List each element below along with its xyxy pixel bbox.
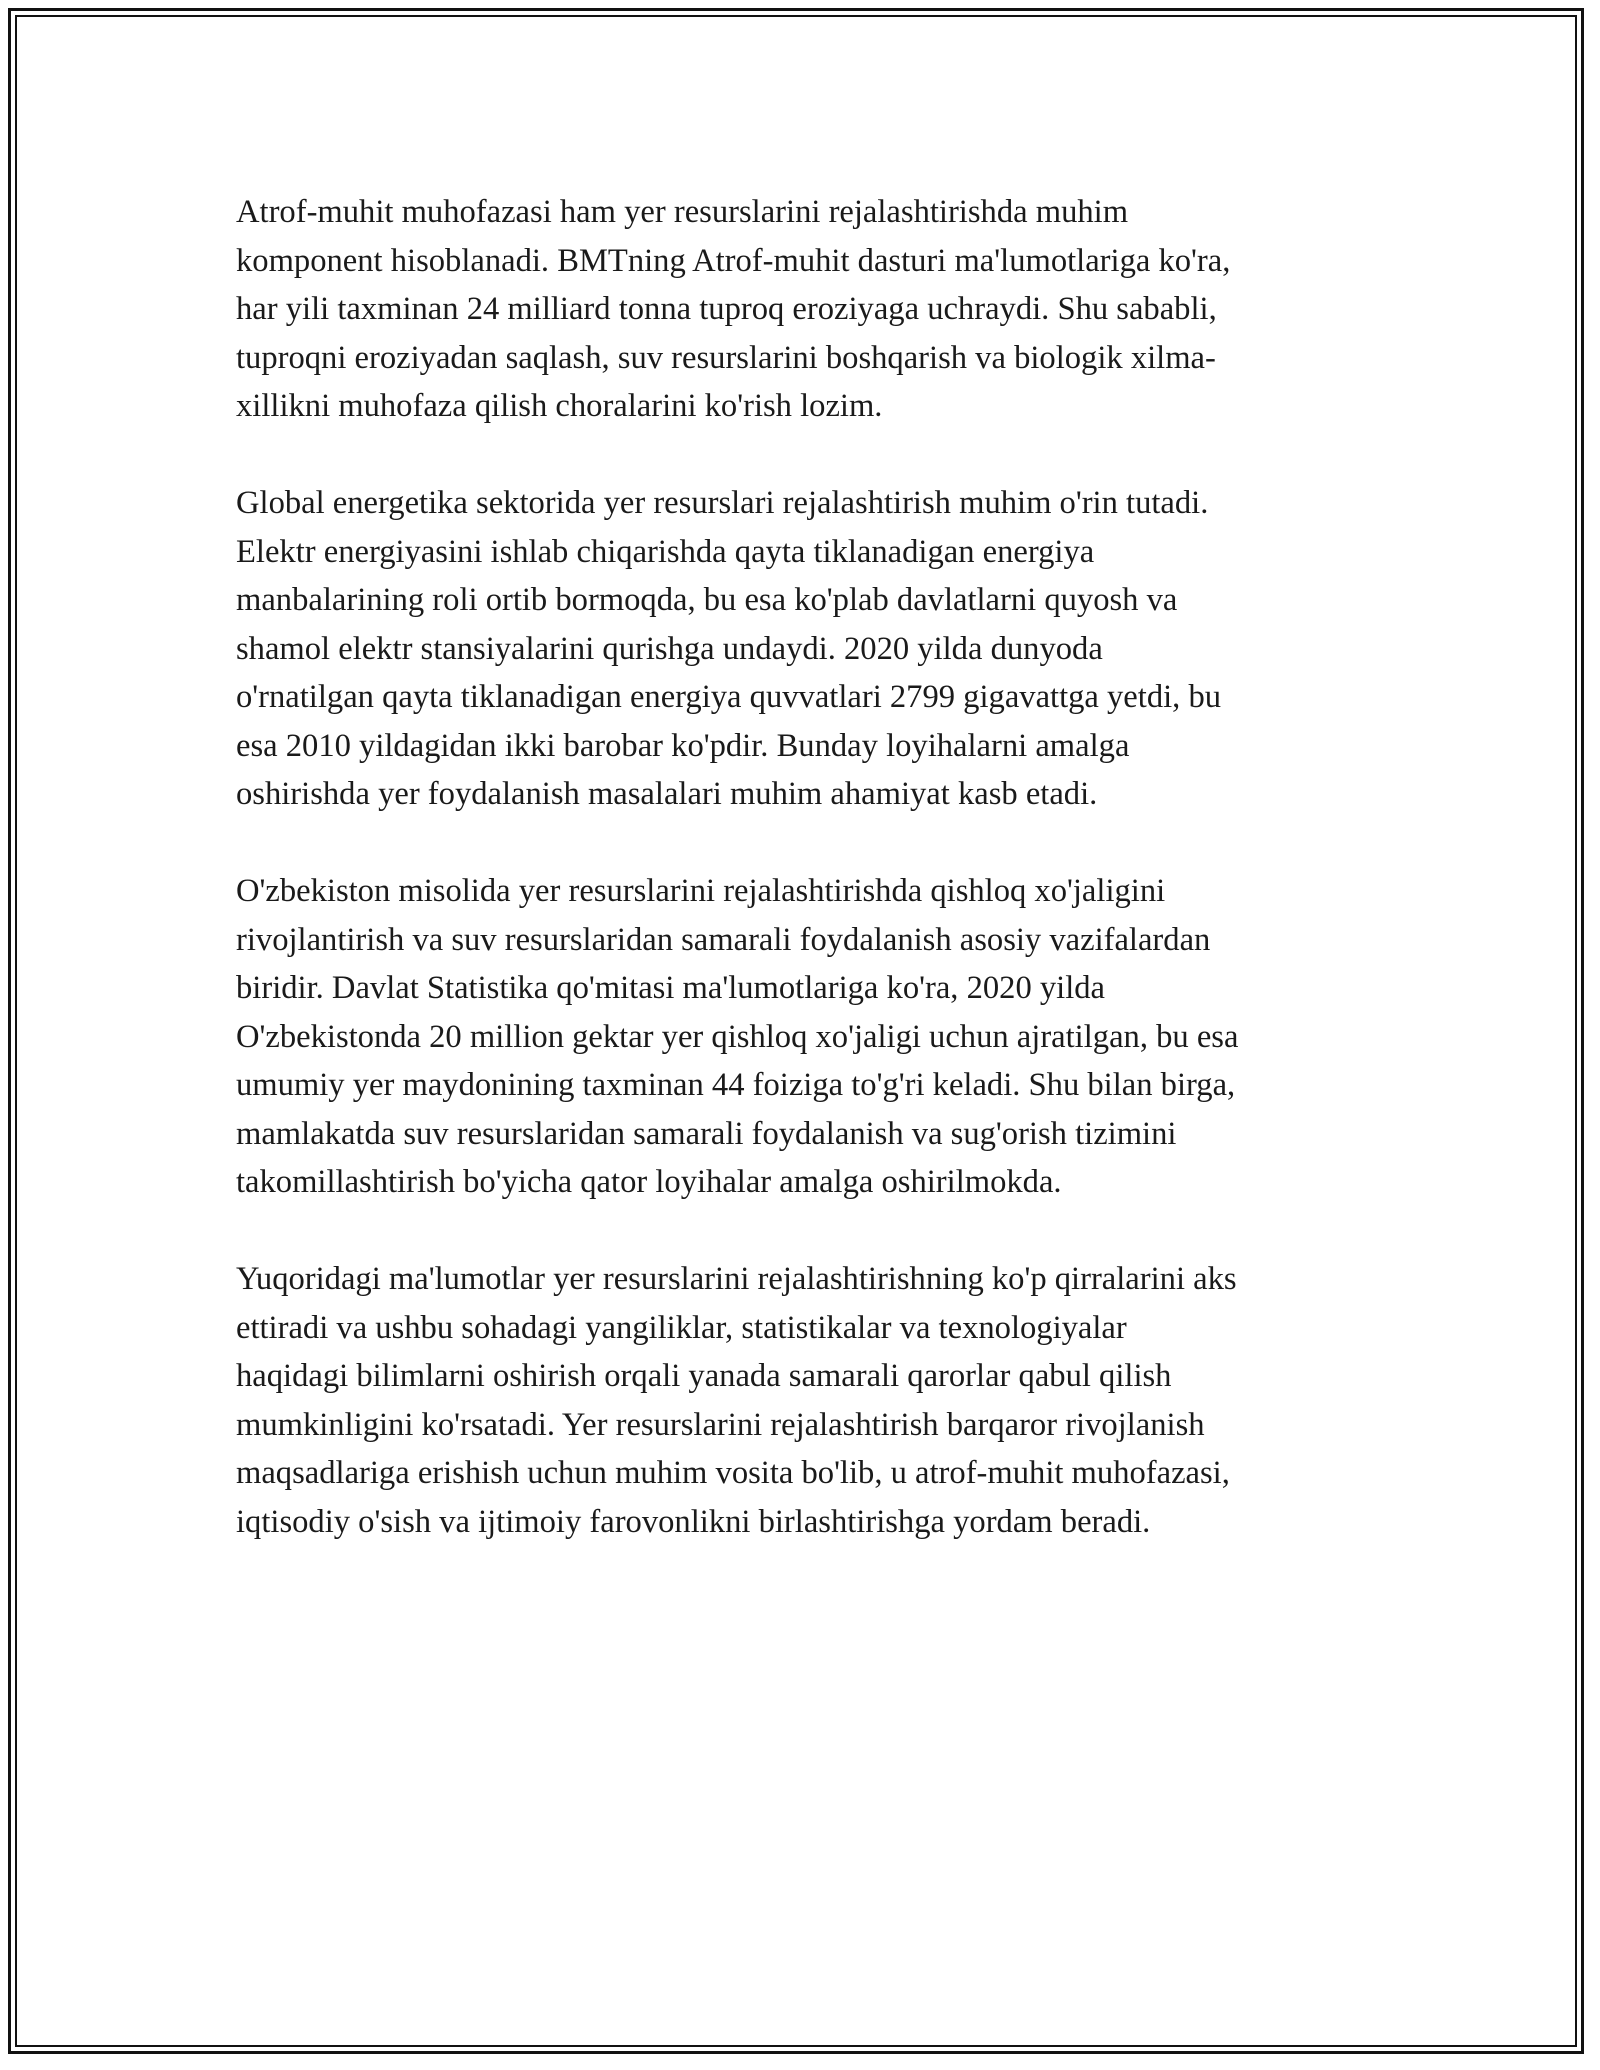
paragraph-uzbekistan: O'zbekiston misolida yer resurslarini rejalashtirishda qishloq xo'jaligini rivojlantirish va suv resurslaridan samarali foydalanish asosiy vazifalardan biridir. Davlat Statistika qo'mitasi ma'lumotlariga ko'ra, 2020 yilda O'zbekistonda 20 million gektar yer qishloq xo'jaligi uchun ajratilgan, bu esa umumiy yer maydonining taxminan 44 foiziga to'g'ri keladi. Shu bilan birga, mamlakatda suv resurslaridan samarali foydalanish va sug'orish tizimini takomillashtirish bo'yicha qator loyihalar amalga oshirilmokda. xyxy=(236,873,1239,1200)
paragraph-energy: Global energetika sektorida yer resurslari rejalashtirish muhim o'rin tutadi. Elektr energiyasini ishlab chiqarishda qayta tiklanadigan energiya manbalarining roli ortib bormoqda, bu esa ko'plab davlatlarni quyosh va shamol elektr stansiyalarini qurishga undaydi. 2020 yilda dunyoda o'rnatilgan qayta tiklanadigan energiya quvvatlari 2799 gigavattga yetdi, bu esa 2010 yildagidan ikki barobar ko'pdir. Bunday loyihalarni amalga oshirishda yer foydalanish masalalari muhim ahamiyat kasb etadi. xyxy=(236,485,1222,812)
paragraph-conclusion: Yuqoridagi ma'lumotlar yer resurslarini rejalashtirishning ko'p qirralarini aks ettiradi va ushbu sohadagi yangiliklar, statistikalar va texnologiyalar haqidagi bilimlarni oshirish orqali yanada samarali qarorlar qabul qilish mumkinligini ko'rsatadi. Yer resurslarini rejalashtirish barqaror rivojlanish maqsadlariga erishish uchun muhim vosita bo'lib, u atrof-muhit muhofazasi, iqtisodiy o'sish va ijtimoiy farovonlikni birlashtirishga yordam beradi. xyxy=(236,1261,1237,1540)
paragraph-environment: Atrof-muhit muhofazasi ham yer resurslarini rejalashtirishda muhim komponent hisoblanadi. BMTning Atrof-muhit dasturi ma'lumotlariga ko'ra, har yili taxminan 24 milliard tonna tuproq eroziyaga uchraydi. Shu sababli, tuproqni eroziyadan saqlash, suv resurslarini boshqarish va biologik xilma- xillikni muhofaza qilish choralarini ko'rish lozim. xyxy=(236,194,1231,424)
document-body xyxy=(236,188,1376,1595)
